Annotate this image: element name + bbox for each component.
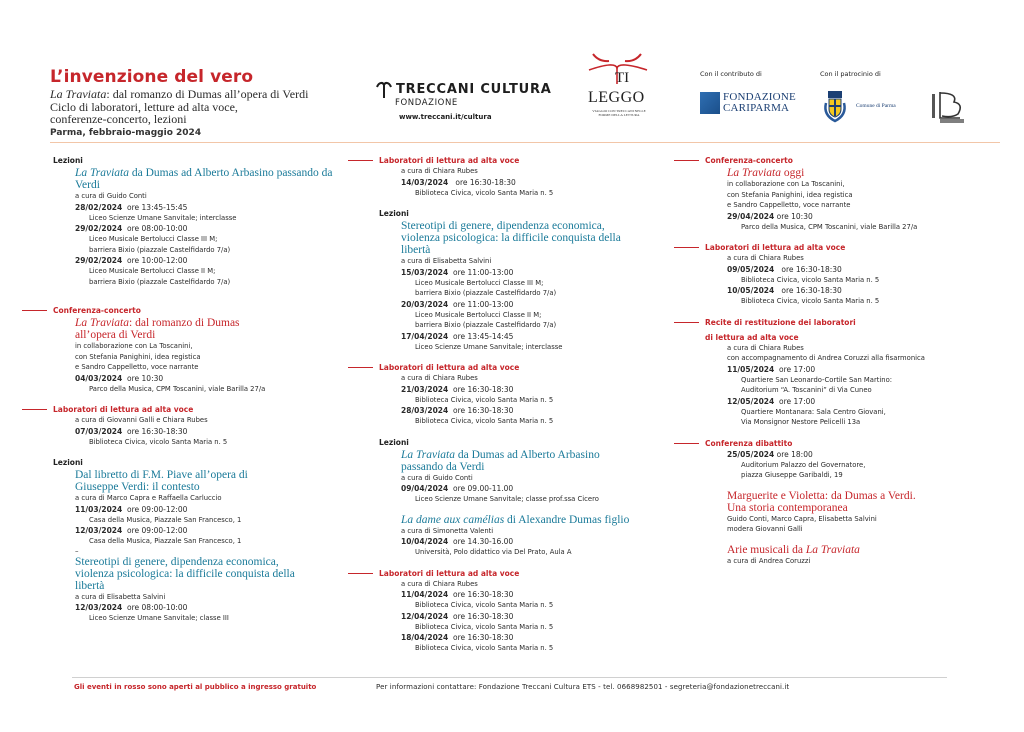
comune-di-parma-logo — [820, 89, 900, 125]
session-time: ore 09.00-11.00 — [453, 484, 514, 493]
fondazione-cariparma-logo — [700, 91, 796, 116]
section-heading: Laboratori di lettura ad alta voce — [674, 242, 994, 253]
session-time: ore 11:00-13:00 — [453, 299, 514, 309]
session-time: ore 13:45-15:45 — [127, 202, 188, 212]
curator: a cura di Marco Capra e Raffaella Carluccio — [75, 494, 222, 502]
session-place: Liceo Musicale Bertolucci Classe II M; — [89, 267, 216, 275]
event-title-italic: La Traviata — [727, 167, 782, 179]
treccani-sub: FONDAZIONE — [395, 98, 458, 108]
red-dash — [674, 247, 699, 248]
event-title-rest: oggi — [781, 167, 805, 179]
curator: con Stefania Panighini, idea registica — [75, 352, 201, 361]
session-place: Biblioteca Civica, vicolo Santa Maria n. 5 — [415, 644, 554, 652]
ti-leggo-logo — [585, 48, 655, 120]
event-section — [348, 155, 668, 198]
session-datetime — [348, 267, 668, 278]
header-divider — [50, 142, 1000, 143]
curator: a cura di Elisabetta Salvini — [75, 592, 166, 601]
session-datetime — [22, 504, 342, 515]
curator: con Stefania Panighini, idea registica — [727, 190, 853, 199]
session-place: Quartiere San Leonardo-Cortile San Martino: — [741, 375, 893, 384]
session-date: 09/05/2024 — [727, 264, 775, 274]
session-date: 20/03/2024 — [401, 299, 449, 309]
session-datetime — [348, 177, 668, 188]
session-datetime — [22, 525, 342, 536]
footer-divider — [72, 677, 947, 678]
curator: a cura di Guido Conti — [401, 473, 473, 482]
session-time: ore 16:30-18:30 — [781, 286, 842, 295]
event-section — [22, 404, 342, 447]
cariparma-line1: FONDAZIONE — [723, 91, 796, 103]
session-date: 25/05/2024 — [727, 449, 775, 459]
event-title: Stereotipi di genere, dipendenza economica, violenza psicologica: la difficile conquista della libertà — [401, 220, 621, 256]
session-place: Liceo Scienze Umane Sanvitale; interclasse — [89, 213, 237, 222]
curator: a cura di Andrea Coruzzi — [727, 556, 811, 565]
session-time: ore 16:30-18:30 — [453, 590, 514, 599]
event-section — [348, 437, 668, 558]
section-heading: Laboratori di lettura ad alta voce — [348, 568, 668, 579]
session-date: 18/04/2024 — [401, 633, 449, 642]
session-datetime — [348, 483, 668, 494]
cariparma-line2: CARIPARMA — [723, 102, 790, 114]
session-datetime — [348, 331, 668, 342]
session-place: Liceo Musicale Bertolucci Classe III M; — [415, 278, 544, 287]
session-date: 04/03/2024 — [75, 373, 123, 383]
event-section — [674, 317, 994, 428]
session-place: Università, Polo didattico via Del Prato, Aula A — [415, 548, 572, 556]
session-place: Parco della Musica, CPM Toscanini, viale Barilla 27/a — [89, 384, 266, 393]
event-section — [348, 208, 668, 352]
session-time: ore 13:45-14:45 — [453, 331, 514, 341]
red-dash — [674, 443, 699, 444]
session-datetime — [348, 632, 668, 643]
session-place: Via Monsignor Nestore Pelicelli 13a — [741, 418, 861, 426]
page-header — [0, 0, 1024, 145]
curator: a cura di Chiara Rubes — [401, 579, 478, 588]
event-section — [22, 155, 342, 287]
session-datetime — [674, 364, 994, 375]
session-date: 11/05/2024 — [727, 364, 775, 374]
page-subtitle — [50, 88, 350, 126]
session-time: ore 16:30-18:30 — [453, 633, 514, 642]
session-place: barriera Bixio (piazzale Castelfidardo 7/a) — [89, 245, 231, 254]
column-1 — [22, 155, 342, 634]
session-place: Biblioteca Civica, vicolo Santa Maria n. 5 — [415, 417, 554, 425]
curator: e Sandro Cappelletto, voce narrante — [727, 201, 851, 209]
event-title — [22, 317, 282, 341]
curator: con accompagnamento di Andrea Coruzzi alla fisarmonica — [727, 354, 925, 362]
session-datetime — [22, 373, 342, 384]
page-title: L’invenzione del vero — [50, 67, 254, 87]
session-time: ore 17:00 — [779, 396, 816, 406]
session-datetime — [348, 611, 668, 622]
session-place: Quartiere Montanara: Sala Centro Giovani, — [741, 407, 886, 416]
curator: a cura di Chiara Rubes — [401, 167, 478, 175]
session-place: Casa della Musica, Piazzale San Francesco, 1 — [89, 537, 242, 545]
session-time: ore 10:00-12:00 — [127, 256, 188, 265]
session-time: ore 16:30-18:30 — [453, 384, 514, 394]
event-section — [22, 457, 342, 624]
session-place: Biblioteca Civica, vicolo Santa Maria n. 5 — [415, 622, 554, 631]
event-title — [348, 449, 608, 473]
section-heading: Laboratori di lettura ad alta voce — [22, 404, 342, 415]
subtitle-italic: La Traviata — [50, 87, 107, 101]
session-time: ore 14.30-16.00 — [453, 537, 514, 546]
session-place: Liceo Musicale Bertolucci Classe II M; — [415, 310, 542, 319]
session-time: ore 09:00-12:00 — [127, 526, 188, 535]
event-title — [348, 514, 668, 526]
curator: a cura di Simonetta Valenti — [401, 526, 494, 535]
session-time: ore 17:00 — [779, 364, 816, 374]
curator: a cura di Chiara Rubes — [727, 343, 804, 352]
section-heading: Conferenza dibattito — [674, 438, 994, 449]
red-dash — [674, 160, 699, 161]
session-datetime — [22, 426, 342, 437]
treccani-url[interactable]: www.treccani.it/cultura — [399, 113, 492, 121]
session-place: barriera Bixio (piazzale Castelfidardo 7/a) — [415, 289, 557, 297]
session-time: ore 08:00-10:00 — [127, 224, 188, 233]
red-dash — [348, 160, 373, 161]
event-title-italic: La dame aux camélias — [401, 513, 505, 526]
curator: in collaborazione con La Toscanini, — [727, 180, 845, 188]
session-place: Biblioteca Civica, vicolo Santa Maria n. 5 — [415, 395, 554, 404]
ti-leggo-ti: TI — [615, 70, 630, 86]
music-title-italic: La Traviata — [805, 543, 860, 556]
section-heading-cont: di lettura ad alta voce — [705, 332, 799, 342]
session-time: ore 16:30-18:30 — [453, 611, 514, 621]
session-datetime — [674, 264, 994, 275]
session-time: ore 10:30 — [127, 373, 164, 383]
session-time: ore 10:30 — [776, 211, 813, 221]
comune-name: Comune di Parma — [856, 103, 896, 109]
session-datetime — [22, 602, 342, 613]
session-datetime — [348, 405, 668, 416]
cariparma-emblem-icon — [700, 92, 720, 114]
event-title-italic: La Traviata — [75, 317, 130, 329]
session-date: 14/03/2024 — [401, 177, 449, 187]
separator-dash: – — [75, 546, 79, 555]
event-section — [22, 305, 342, 394]
curator: in collaborazione con La Toscanini, — [75, 342, 193, 350]
ti-leggo-leggo: LEGGO — [588, 89, 645, 106]
session-datetime — [22, 202, 342, 213]
red-dash — [22, 310, 47, 311]
event-section — [674, 438, 994, 567]
crest-icon — [820, 89, 850, 123]
session-time: ore 18:00 — [776, 449, 813, 459]
event-title-rest: di Alexandre Dumas figlio — [504, 513, 630, 526]
curator: a cura di Elisabetta Salvini — [401, 257, 492, 265]
session-time: ore 16:30-18:30 — [781, 264, 842, 274]
session-time: ore 09:00-12:00 — [127, 504, 188, 514]
session-date: 12/05/2024 — [727, 396, 775, 406]
session-date: 11/03/2024 — [75, 504, 123, 514]
column-3 — [674, 155, 994, 576]
music-title — [674, 544, 994, 556]
session-date: 10/05/2024 — [727, 286, 775, 295]
session-date: 09/04/2024 — [401, 484, 449, 493]
talk-title: Marguerite e Violetta: da Dumas a Verdi. Una storia contemporanea — [727, 489, 916, 514]
event-section — [348, 568, 668, 654]
session-place: Liceo Scienze Umane Sanvitale; classe III — [89, 614, 229, 622]
curator: a cura di Giovanni Galli e Chiara Rubes — [75, 416, 208, 424]
curator: a cura di Guido Conti — [75, 192, 147, 200]
session-time: ore 11:00-13:00 — [453, 267, 514, 277]
session-place: Auditorium Palazzo del Governatore, — [741, 460, 866, 469]
contributo-label: Con il contributo di — [700, 70, 762, 78]
session-datetime — [674, 285, 994, 296]
event-title — [22, 167, 342, 191]
session-place: barriera Bixio (piazzale Castelfidardo 7/a) — [415, 321, 557, 329]
session-place: Liceo Scienze Umane Sanvitale; interclasse — [415, 342, 563, 351]
session-datetime — [674, 211, 994, 222]
session-date: 28/03/2024 — [401, 406, 449, 415]
curator: a cura di Chiara Rubes — [401, 374, 478, 382]
session-datetime — [348, 536, 668, 547]
section-heading: Conferenza-concerto — [22, 305, 342, 316]
place-dates: Parma, febbraio-maggio 2024 — [50, 128, 202, 138]
treccani-mark-icon — [376, 81, 392, 99]
section-heading: Conferenza-concerto — [674, 155, 994, 166]
session-date: 12/04/2024 — [401, 611, 449, 621]
event-section — [348, 362, 668, 427]
biblioteche-logo-icon — [930, 90, 970, 124]
curator: a cura di Chiara Rubes — [727, 254, 804, 262]
session-date: 12/03/2024 — [75, 603, 123, 612]
session-datetime — [674, 449, 994, 460]
session-datetime — [348, 299, 668, 310]
session-date: 29/04/2024 — [727, 211, 775, 221]
session-datetime — [22, 255, 342, 266]
session-date: 17/04/2024 — [401, 331, 449, 341]
session-place: Biblioteca Civica, vicolo Santa Maria n. 5 — [415, 601, 554, 609]
session-place: barriera Bixio (piazzale Castelfidardo 7/a) — [89, 277, 231, 286]
red-dash — [348, 367, 373, 368]
session-date: 15/03/2024 — [401, 267, 449, 277]
session-time: ore 16:30-18:30 — [455, 177, 516, 187]
event-title-rest: : dal romanzo di Dumas all’opera di Verdi — [75, 317, 240, 341]
event-title-rest: da Dumas ad Alberto Arbasino passando da Verdi — [401, 448, 600, 473]
session-place: Biblioteca Civica, vicolo Santa Maria n. 5 — [741, 275, 880, 284]
footer-note: Gli eventi in rosso sono aperti al pubblico a ingresso gratuito — [74, 683, 317, 691]
subtitle-line1: : dal romanzo di Dumas all’opera di Verdi — [106, 87, 309, 101]
event-section — [674, 242, 994, 307]
section-heading: Lezioni — [379, 437, 409, 447]
red-dash — [22, 409, 47, 410]
session-time: ore 16:30-18:30 — [127, 426, 188, 436]
session-date: 29/02/2024 — [75, 256, 123, 265]
subtitle-line2: Ciclo di laboratori, letture ad alta voce, — [50, 99, 238, 114]
patrocinio-label: Con il patrocinio di — [820, 70, 881, 78]
session-date: 29/02/2024 — [75, 224, 123, 233]
event-title — [674, 167, 994, 179]
footer-contact: Per informazioni contattare: Fondazione Treccani Cultura ETS - tel. 0668982501 - segreteria@fondazionetreccani.it — [376, 683, 790, 691]
session-place: Parco della Musica, CPM Toscanini, viale Barilla 27/a — [741, 222, 918, 231]
talk-speakers: Guido Conti, Marco Capra, Elisabetta Salvini — [727, 514, 877, 523]
session-place: Casa della Musica, Piazzale San Francesco, 1 — [89, 515, 242, 524]
section-heading: Recite di restituzione dei laboratori — [674, 317, 994, 328]
red-dash — [348, 573, 373, 574]
event-title-italic: La Traviata — [401, 448, 456, 461]
session-date: 28/02/2024 — [75, 202, 123, 212]
session-place: Liceo Musicale Bertolucci Classe III M; — [89, 235, 218, 243]
event-title-rest: da Dumas ad Alberto Arbasino passando da Verdi — [75, 167, 333, 191]
music-title-rest: Arie musicali da — [727, 543, 806, 556]
session-datetime — [674, 396, 994, 407]
section-heading: Laboratori di lettura ad alta voce — [348, 155, 668, 166]
session-date: 07/03/2024 — [75, 426, 123, 436]
session-datetime — [348, 384, 668, 395]
treccani-name: TRECCANI CULTURA — [396, 82, 552, 97]
red-dash — [674, 322, 699, 323]
section-heading: Lezioni — [379, 209, 409, 218]
column-2 — [348, 155, 668, 664]
session-place: Auditorium “A. Toscanini” di Via Cuneo — [741, 386, 872, 394]
event-title: Dal libretto di F.M. Piave all’opera di Giuseppe Verdi: il contesto — [75, 469, 248, 493]
session-time: ore 08:00-10:00 — [127, 603, 188, 612]
event-section — [674, 155, 994, 232]
ti-leggo-tagline: VIAGGIO CON TRECCANI NELLE FORME DELLA LETTURA — [592, 109, 646, 117]
session-datetime — [348, 589, 668, 600]
session-date: 12/03/2024 — [75, 526, 123, 535]
section-heading: Lezioni — [53, 458, 83, 467]
event-title: Stereotipi di genere, dipendenza economica, violenza psicologica: la difficile conquista della libertà — [75, 555, 295, 592]
session-place: Biblioteca Civica, vicolo Santa Maria n. 5 — [741, 297, 880, 305]
section-heading: Laboratori di lettura ad alta voce — [348, 362, 668, 373]
session-date: 11/04/2024 — [401, 590, 449, 599]
session-date: 10/04/2024 — [401, 537, 449, 546]
event-title-italic: La Traviata — [75, 167, 130, 179]
session-place: piazza Giuseppe Garibaldi, 19 — [741, 471, 843, 479]
session-place: Liceo Scienze Umane Sanvitale; classe prof.ssa Cicero — [415, 495, 599, 503]
session-time: ore 16:30-18:30 — [453, 406, 514, 415]
curator: e Sandro Cappelletto, voce narrante — [75, 363, 199, 371]
session-date: 21/03/2024 — [401, 384, 449, 394]
talk-moderator: modera Giovanni Galli — [727, 525, 803, 533]
session-place: Biblioteca Civica, vicolo Santa Maria n. 5 — [415, 188, 554, 197]
subtitle-line3: conferenze-concerto, lezioni — [50, 112, 187, 126]
section-heading: Lezioni — [53, 156, 83, 165]
session-datetime — [22, 223, 342, 234]
session-place: Biblioteca Civica, vicolo Santa Maria n. 5 — [89, 437, 228, 446]
